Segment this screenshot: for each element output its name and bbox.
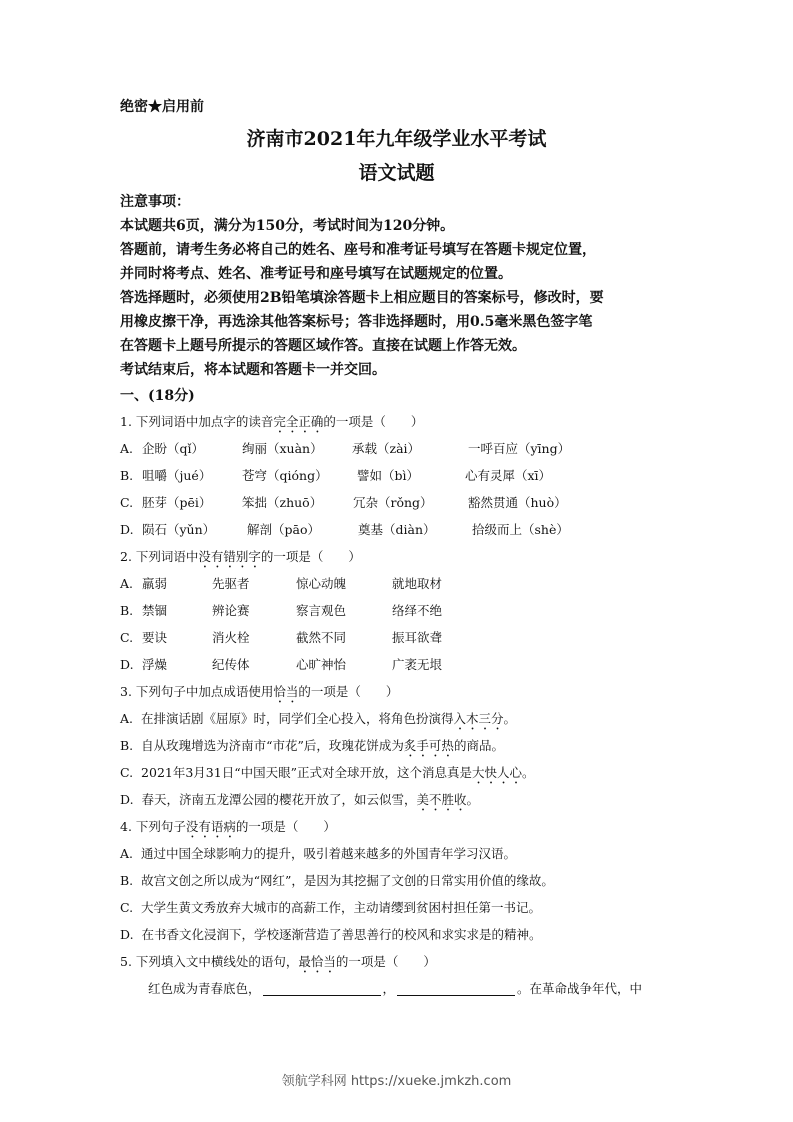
question-2-option-c <box>120 624 680 651</box>
fill-blank <box>263 981 381 996</box>
stem-text: 的一项是（ ） <box>235 819 336 834</box>
option-word: 就地取材 <box>392 576 443 591</box>
option-word: 譬如（bì） <box>357 468 419 483</box>
option-label: C. <box>120 630 134 645</box>
option-idiom: 大快人心 <box>472 765 523 780</box>
notes-line: 本试题共6页，满分为150分，考试时间为120分钟。 <box>120 218 455 234</box>
passage-text: ， <box>382 981 396 996</box>
option-word: 惊心动魄 <box>296 576 347 591</box>
option-word: 冗杂（rǒng） <box>353 495 433 510</box>
question-2-option-b <box>120 597 680 624</box>
option-text: 故宫文创之所以成为“网红”，是因为其挖掘了文创的日常实用价值的缘故。 <box>141 873 554 888</box>
option-word: 要诀 <box>142 630 168 645</box>
confidential-label: 绝密★启用前 <box>120 99 204 115</box>
stem-text: 4. 下列句子 <box>120 819 186 834</box>
passage-text: 红色成为青春底色， <box>148 981 261 996</box>
fill-blank <box>397 981 515 996</box>
stem-text: 1. 下列词语中加点字的读音 <box>120 414 274 429</box>
notes-line: 并同时将考点、姓名、准考证号和座号填写在试题规定的位置。 <box>120 266 512 282</box>
option-label: C. <box>120 900 134 915</box>
notes-line: 注意事项： <box>120 194 190 210</box>
option-label: D. <box>120 657 134 672</box>
option-text: 。 <box>503 711 517 726</box>
questions <box>120 384 680 1003</box>
notes-line: 在答题卡上题号所提示的答题区域作答。直接在试题上作答无效。 <box>120 338 526 354</box>
option-text: 在排演话剧《屈原》时，同学们全心投入，将角色扮演得 <box>140 711 454 726</box>
option-word: 纪传体 <box>212 657 250 672</box>
option-word: 心旷神怡 <box>296 657 347 672</box>
option-label: B. <box>120 873 134 888</box>
question-4-option-c <box>120 894 680 921</box>
question-2-option-a <box>120 570 680 597</box>
option-word: 禁锢 <box>142 603 168 618</box>
option-label: A. <box>120 846 134 861</box>
question-1-option-c <box>120 489 680 516</box>
option-word: 笨拙（zhuō） <box>242 495 323 510</box>
option-text: 春天，济南五龙潭公园的樱花开放了，如云似雪， <box>141 792 417 807</box>
stem-text: 5. 下列填入文中横线处的语句， <box>120 954 299 969</box>
option-word: 心有灵犀（xī） <box>465 468 552 483</box>
option-word: 承载（zài） <box>352 441 421 456</box>
option-text: 。 <box>466 792 480 807</box>
option-word: 拾级而上（shè） <box>472 522 569 537</box>
option-label: A. <box>120 576 134 591</box>
question-3-option-d <box>120 786 680 813</box>
exam-notes <box>120 190 680 382</box>
stem-emphasis: 没有错别字 <box>198 549 261 564</box>
question-1-option-b <box>120 462 680 489</box>
stem-emphasis: 恰当 <box>273 684 299 699</box>
question-3-option-a <box>120 705 680 732</box>
question-5-stem <box>120 948 680 975</box>
option-label: B. <box>120 468 134 483</box>
question-2-stem <box>120 543 680 570</box>
stem-emphasis: 完全正确 <box>273 414 324 429</box>
stem-text: 3. 下列句子中加点成语使用 <box>120 684 274 699</box>
stem-text: 2. 下列词语中 <box>120 549 199 564</box>
option-label: D. <box>120 927 134 942</box>
option-word: 截然不同 <box>296 630 347 645</box>
option-word: 消火栓 <box>212 630 250 645</box>
question-1-stem <box>120 408 680 435</box>
option-text: 2021年3月31日“中国天眼”正式对全球开放，这个消息真是 <box>141 765 472 780</box>
option-text: 的商品。 <box>453 738 504 753</box>
option-text: 。 <box>522 765 535 780</box>
option-label: A. <box>120 441 134 456</box>
option-label: C. <box>120 765 134 780</box>
stem-text: 的一项是（ ） <box>335 954 436 969</box>
option-idiom: 炙手可热 <box>403 738 454 753</box>
notes-line: 答题前，请考生务必将自己的姓名、座号和准考证号填写在答题卡规定位置， <box>120 242 596 258</box>
stem-text: 的一项是（ ） <box>260 549 361 564</box>
option-word: 胚芽（pēi） <box>142 495 212 510</box>
question-3-option-b <box>120 732 680 759</box>
exam-title: 济南市2021年九年级学业水平考试 <box>246 128 547 150</box>
option-label: B. <box>120 603 134 618</box>
notes-line: 用橡皮擦干净，再选涂其他答案标号；答非选择题时，用0.5毫米黑色签字笔 <box>120 314 593 330</box>
option-text: 在书香文化浸润下，学校逐渐营造了善思善行的校风和求实求是的精神。 <box>141 927 542 942</box>
question-4-option-b <box>120 867 680 894</box>
option-idiom: 入木三分 <box>453 711 504 726</box>
option-word: 陨石（yǔn） <box>142 522 216 537</box>
question-5-passage <box>120 975 680 1003</box>
stem-text: 的一项是（ ） <box>298 684 399 699</box>
question-4-option-d <box>120 921 680 948</box>
stem-text: 的一项是（ ） <box>323 414 424 429</box>
section-heading: 一、(18分) <box>120 388 195 404</box>
option-text: 自从玫瑰增选为济南市“市花”后，玫瑰花饼成为 <box>141 738 404 753</box>
notes-line: 考试结束后，将本试题和答题卡一并交回。 <box>120 362 386 378</box>
notes-line: 答选择题时，必须使用2B铅笔填涂答题卡上相应题目的答案标号，修改时，要 <box>120 290 604 306</box>
option-text: 通过中国全球影响力的提升，吸引着越来越多的外国青年学习汉语。 <box>140 846 516 861</box>
option-word: 广袤无垠 <box>392 657 443 672</box>
footer-watermark: 领航学科网 https://xueke.jmkzh.com <box>281 1074 512 1089</box>
option-word: 一呼百应（yīng） <box>468 441 571 456</box>
option-label: D. <box>120 792 134 807</box>
option-word: 振耳欲聋 <box>392 630 443 645</box>
option-label: C. <box>120 495 134 510</box>
option-word: 咀嚼（jué） <box>142 468 212 483</box>
option-word: 浮燥 <box>142 657 168 672</box>
option-word: 豁然贯通（huò） <box>468 495 567 510</box>
option-text: 大学生黄文秀放弃大城市的高薪工作，主动请缨到贫困村担任第一书记。 <box>141 900 542 915</box>
question-1-option-a <box>120 435 680 462</box>
option-word: 解剖（pāo） <box>247 522 320 537</box>
question-3-stem <box>120 678 680 705</box>
question-4-option-a <box>120 840 680 867</box>
question-2-option-d <box>120 651 680 678</box>
stem-emphasis: 没有语病 <box>185 819 236 834</box>
exam-subtitle: 语文试题 <box>358 162 435 184</box>
passage-text: 。在革命战争年代，中 <box>517 981 643 996</box>
option-word: 苍穹（qióng） <box>242 468 328 483</box>
option-word: 羸弱 <box>142 576 168 591</box>
option-word: 奠基（diàn） <box>358 522 436 537</box>
option-label: A. <box>120 711 134 726</box>
stem-emphasis: 最恰当 <box>298 954 336 969</box>
option-label: B. <box>120 738 134 753</box>
option-label: D. <box>120 522 134 537</box>
option-word: 辨论赛 <box>212 603 250 618</box>
option-word: 先驱者 <box>212 576 250 591</box>
option-word: 察言观色 <box>296 603 347 618</box>
option-idiom: 美不胜收 <box>416 792 467 807</box>
question-3-option-c <box>120 759 680 786</box>
question-4-stem <box>120 813 680 840</box>
question-1-option-d <box>120 516 680 543</box>
option-word: 络绎不绝 <box>392 603 443 618</box>
option-word: 绚丽（xuàn） <box>242 441 323 456</box>
option-word: 企盼（qǐ） <box>142 441 204 456</box>
